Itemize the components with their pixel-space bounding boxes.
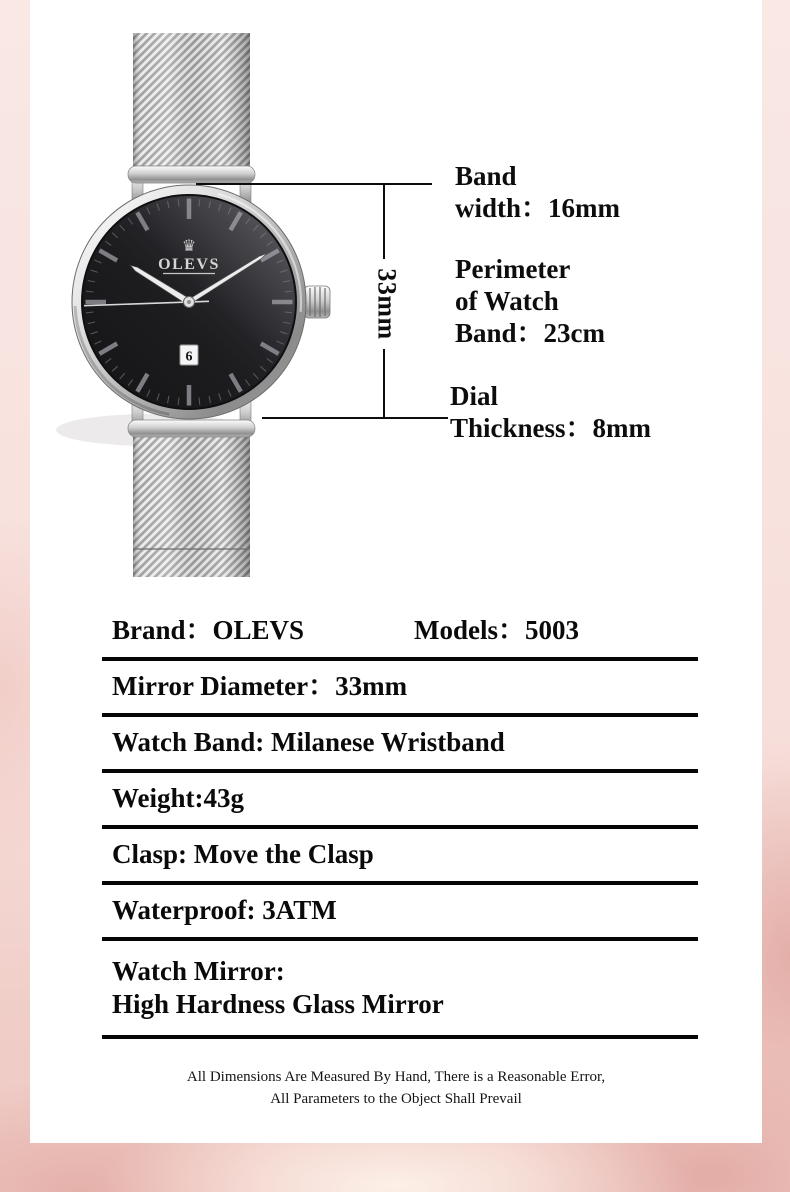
disclaimer-line2: All Parameters to the Object Shall Prevail [270,1091,522,1107]
dial-thickness-annotation [450,380,651,444]
dimension-line-dial-thickness [262,417,448,419]
perimeter-line3: Band：23cm [455,318,606,348]
dial-thickness-line2: Thickness：8mm [450,413,652,443]
spec-watch-mirror-line1: Watch Mirror: [112,956,285,986]
spec-brand: Brand：OLEVS [112,615,305,645]
spec-row-watch-band [102,717,698,773]
spec-table [102,605,698,1039]
perimeter-line2: of Watch [455,286,559,316]
watch-band-bottom [133,428,250,577]
dial-thickness-line1: Dial [450,381,499,411]
spec-row-clasp [102,829,698,885]
height-dimension-label [350,258,424,350]
dimension-line-height-lower [383,349,385,419]
perimeter-line1: Perimeter [455,254,571,284]
perimeter-annotation [455,253,605,349]
dimension-line-band-width [196,183,432,185]
band-width-annotation [455,160,620,224]
spec-row-watch-mirror [102,941,698,1039]
spec-row-waterproof [102,885,698,941]
height-value: 33mm [372,268,402,340]
disclaimer-line1: All Dimensions Are Measured By Hand, There is a Reasonable Error, [186,1069,606,1085]
band-width-line2: width：16mm [455,193,621,223]
spec-model: Models：5003 [414,615,579,645]
spec-watch-band: Watch Band: Milanese Wristband [112,727,505,757]
spec-row-weight [102,773,698,829]
spec-row-mirror-diameter [102,661,698,717]
spec-weight: Weight:43g [112,783,244,813]
spec-clasp: Clasp: Move the Clasp [112,839,374,869]
hands-center-dot [187,300,191,304]
spec-mirror-diameter: Mirror Diameter：33mm [112,671,408,701]
disclaimer-text [30,1066,762,1110]
spec-row-brand-model [102,605,698,661]
band-end-link-top [128,166,255,183]
dimension-line-height-upper [383,183,385,259]
watch-band-top [133,33,250,173]
spec-watch-mirror-line2: High Hardness Glass Mirror [112,989,444,1019]
band-width-line1: Band [455,161,517,191]
band-end-link-bottom [128,420,255,437]
watch-crown-knob [304,286,330,318]
spec-waterproof: Waterproof: 3ATM [112,895,337,925]
